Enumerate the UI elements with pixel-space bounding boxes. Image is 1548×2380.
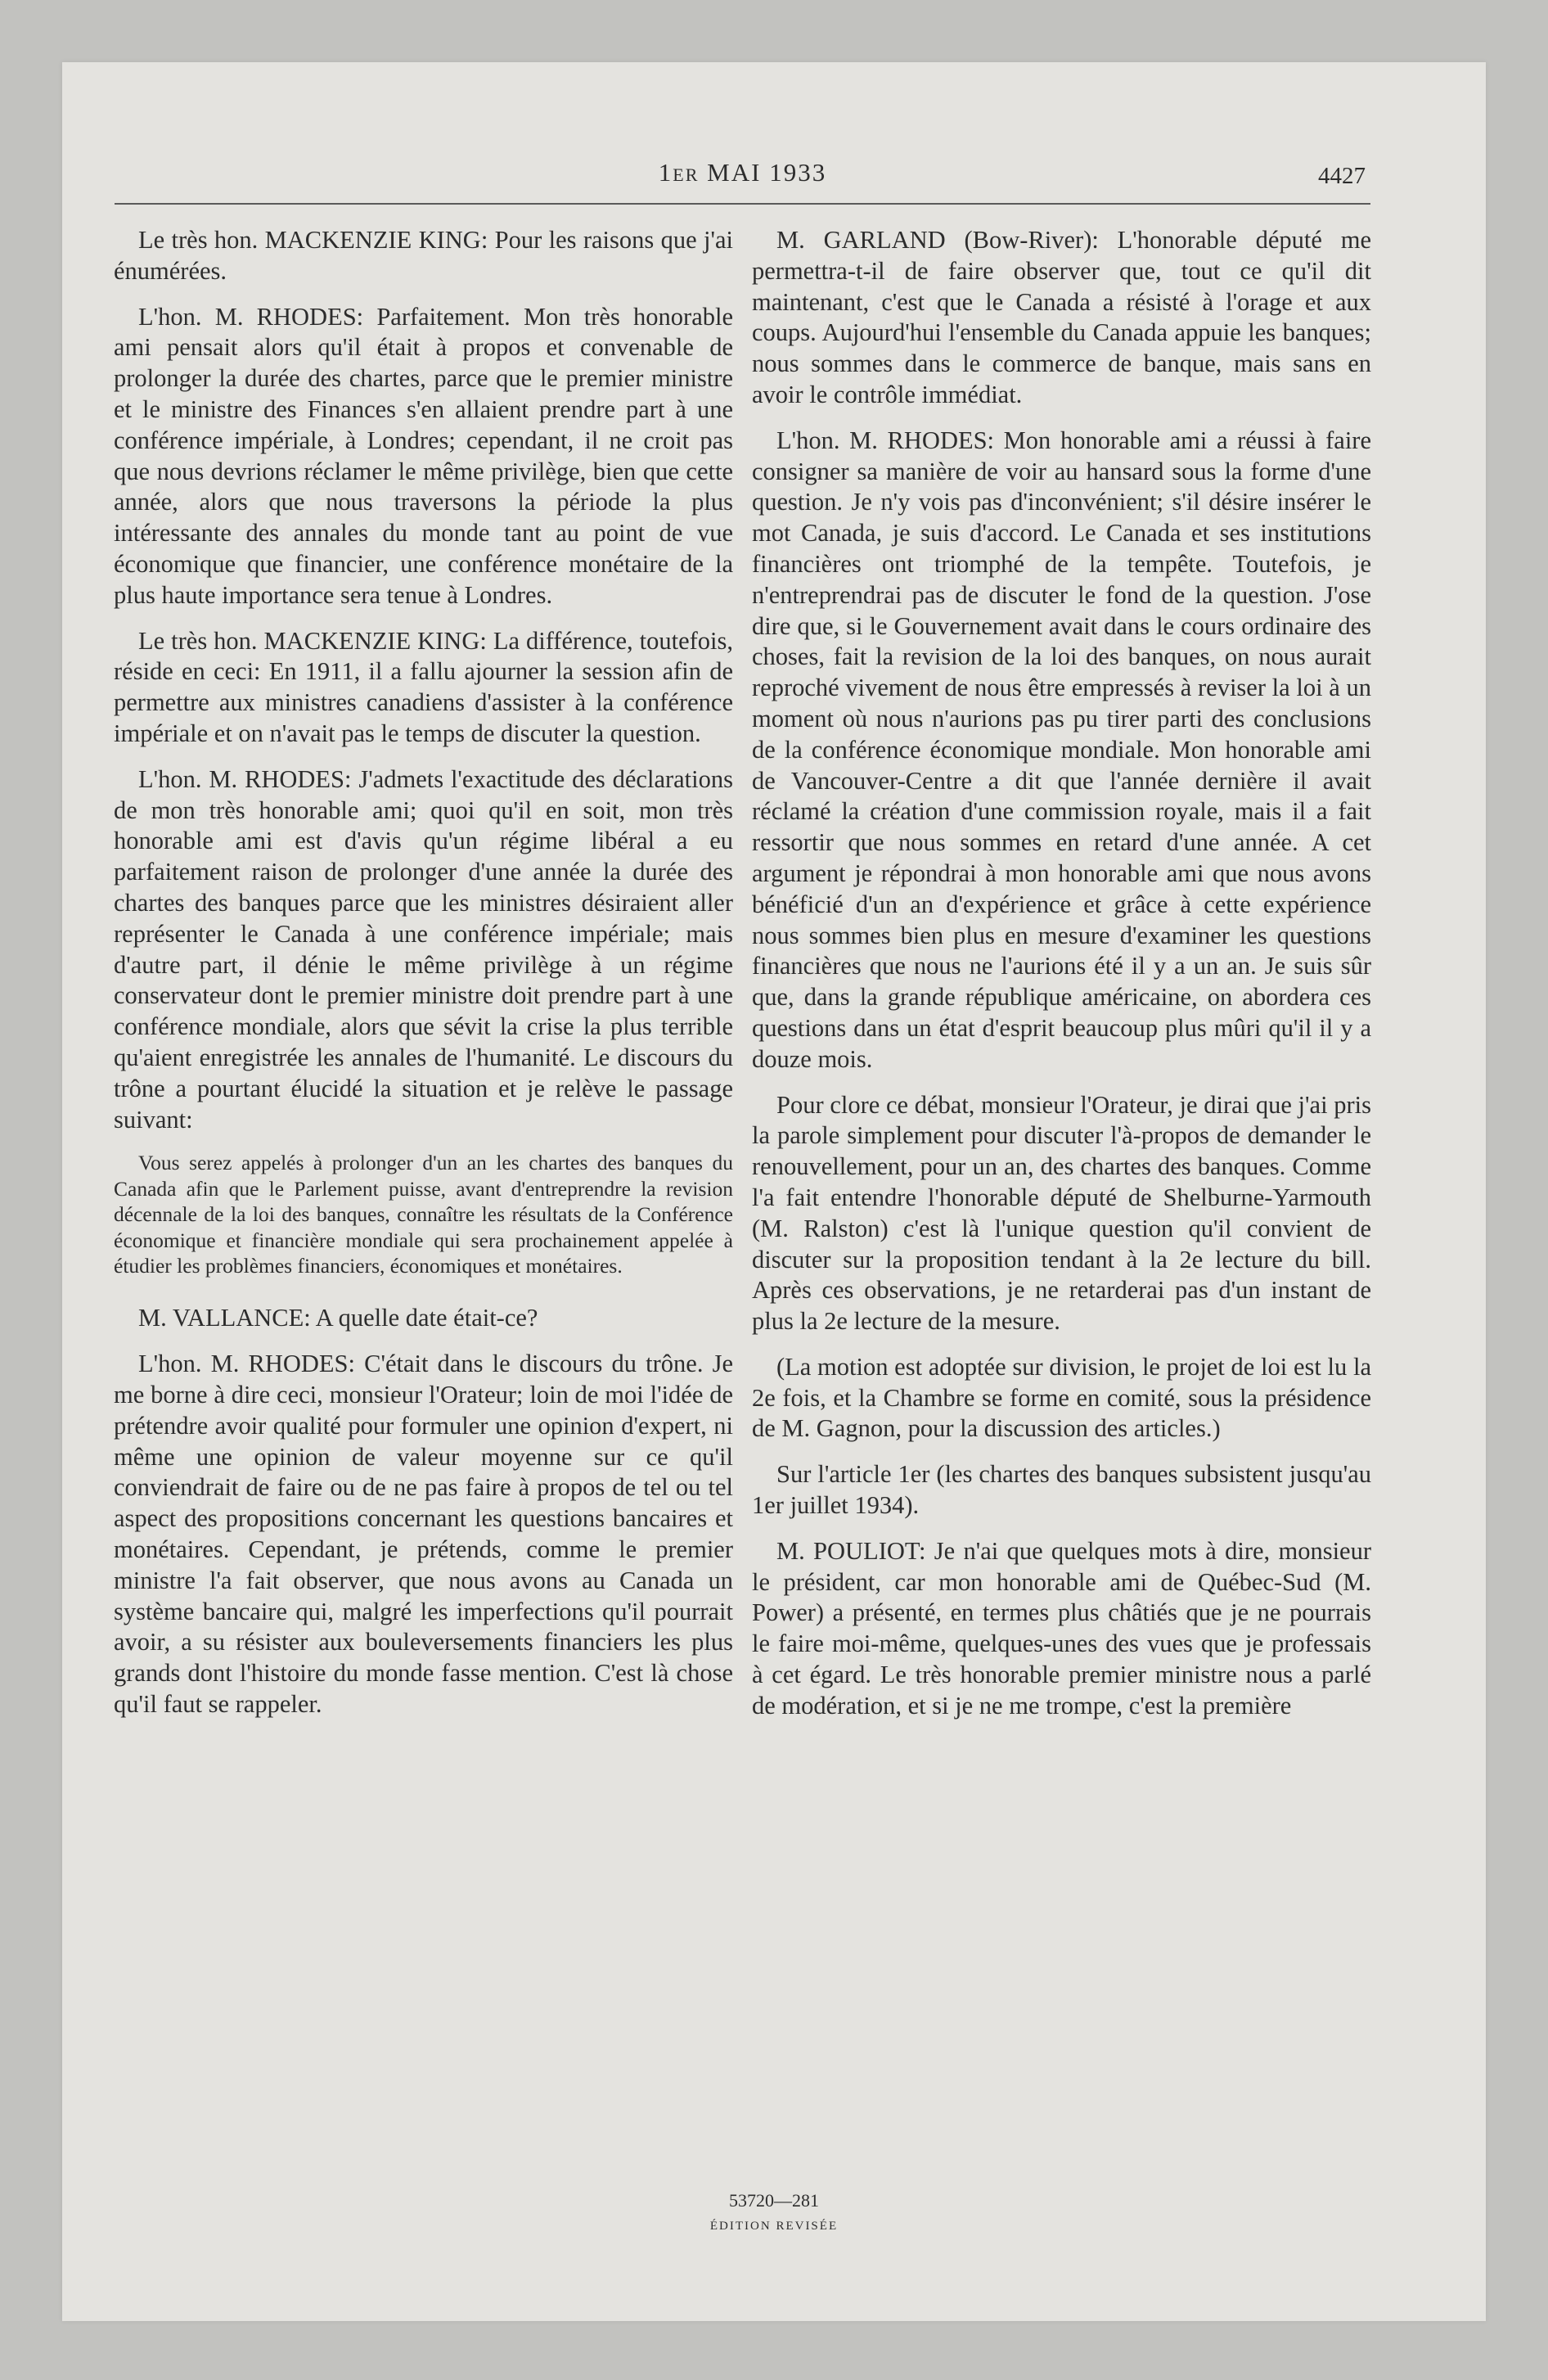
paragraph: (La motion est adoptée sur division, le projet de loi est lu la 2e fois, et la Chambre se forme en comité, sous la présidence de M. Gagnon, pour la discussion des articles.)	[752, 1352, 1371, 1443]
left-column	[114, 225, 733, 1735]
paragraph: Sur l'article 1er (les chartes des banques subsistent jusqu'au 1er juillet 1934).	[752, 1460, 1371, 1520]
header-date	[115, 158, 1370, 187]
date-ordinal: ER	[673, 165, 700, 185]
paragraph: L'hon. M. RHODES: J'admets l'exactitude des déclarations de mon très honorable ami; quoi qu'il en soit, mon très honorable ami est d'avis qu'un régime libéral a eu parfaitement raison de prolonger d'une année la durée des chartes des banques parce que les ministres désiraient aller représenter le Canada à une conférence impériale; mais d'autre part, il dénie le même privilège à un régime conservateur dont le premier ministre doit prendre part à une conférence mondiale, alors que sévit la crise la plus terrible qu'aient enregistrée les annales de l'humanité. Le discours du trône a pourtant élucidé la situation et je relève le passage suivant:	[114, 764, 733, 1134]
page-number: 4427	[1318, 163, 1366, 189]
paragraph: M. VALLANCE: A quelle date était-ce?	[138, 1304, 538, 1332]
footer-edition: ÉDITION REVISÉE	[709, 2220, 839, 2233]
running-header	[115, 94, 1370, 189]
right-column	[752, 225, 1371, 1737]
paragraph: Le très hon. MACKENZIE KING: Pour les raisons que j'ai énumérées.	[114, 226, 733, 285]
date-day: 1	[658, 158, 673, 187]
paragraph: M. GARLAND (Bow-River): L'honorable député me permettra-t-il de faire observer que, tout ce qu'il dit maintenant, c'est que le Canada a résisté à l'orage et aux coups. Aujourd'hui l'ensemble du Canada appuie les banques; nous sommes dans le commerce de banque, mais sans en avoir le contrôle immédiat.	[752, 226, 1371, 408]
footer-code: 53720—281	[729, 2190, 819, 2211]
header-rule	[115, 203, 1370, 205]
paragraph: M. POULIOT: Je n'ai que quelques mots à dire, monsieur le président, car mon honorable ami de Québec-Sud (M. Power) a présenté, en termes plus châtiés que je ne pourrais le faire moi-même, quelques-unes des vues que je professais à cet égard. Le très honorable premier ministre nous a parlé de modération, et si je ne me trompe, c'est la première	[752, 1536, 1371, 1720]
paragraph: Pour clore ce débat, monsieur l'Orateur, je dirai que j'ai pris la parole simplement pour discuter l'à-propos de demander le renouvellement, pour un an, des chartes des banques. Comme l'a fait entendre l'honorable député de Shelburne-Yarmouth (M. Ralston) c'est là l'unique question qu'il convient de discuter sur la proposition tendant à la 2e lecture du bill. Après ces observations, je ne retarderai pas d'un instant de plus la 2e lecture de la mesure.	[752, 1090, 1371, 1336]
throne-speech-quote: Vous serez appelés à prolonger d'un an les chartes des banques du Canada afin que le Parlement puisse, avant d'entreprendre la revision décennale de la loi des banques, connaître les résultats de la Conférence économique et financière mondiale qui sera prochainement appelée à étudier les problèmes financiers, économiques et monétaires.	[114, 1151, 733, 1278]
paragraph: L'hon. M. RHODES: C'était dans le discours du trône. Je me borne à dire ceci, monsieur l'Orateur; loin de moi l'idée de prétendre avoir qualité pour formuler une opinion d'expert, ni même une opinion de valeur moyenne sur ce qu'il conviendrait de faire ou de ne pas faire à propos de tel ou tel aspect des propositions concernant les questions bancaires et monétaires. Cependant, je prétends, comme le premier ministre l'a fait observer, que nous avons au Canada un système bancaire qui, malgré les imperfections qu'il pourrait avoir, a su résister aux bouleversements financiers les plus grands dont l'histoire du monde fasse mention. C'est là chose qu'il faut se rappeler.	[114, 1350, 733, 1718]
paragraph: Le très hon. MACKENZIE KING: La différence, toutefois, réside en ceci: En 1911, il a fallu ajourner la session afin de permettre aux ministres canadiens d'assister à la conférence impériale et on n'avait pas le temps de discuter la question.	[114, 626, 733, 747]
date-month-year: MAI 1933	[699, 158, 827, 187]
paragraph: L'hon. M. RHODES: Mon honorable ami a réussi à faire consigner sa manière de voir au hansard sous la forme d'une question. Je n'y vois pas d'inconvénient; s'il désire insérer le mot Canada, je suis d'accord. Le Canada et ses institutions financières ont triomphé de la tempête. Toutefois, je n'entreprendrai pas de discuter le fond de la question. J'ose dire que, si le Gouvernement avait dans le cours ordinaire des choses, fait la revision de la loi des banques, on nous aurait reproché vivement de nous être empressés à reviser la loi à un moment où nous n'aurions pas pu tirer parti des conclusions de la conférence économique mondiale. Mon honorable ami de Vancouver-Centre a dit que l'année dernière il avait réclamé la création d'une commission royale, mais il a fait ressortir que nous sommes en retard d'une année. A cet argument je répondrai à mon honorable ami que nous avons bénéficié d'un an d'expérience et grâce à cette expérience nous sommes bien plus en mesure d'examiner les questions financières que nous ne l'aurions été il y a un an. Je suis sûr que, dans la grande république américaine, on abordera ces questions dans un état d'esprit beaucoup plus mûri qu'il il y a douze mois.	[752, 426, 1371, 1073]
paragraph: L'hon. M. RHODES: Parfaitement. Mon très honorable ami pensait alors qu'il était à propos et convenable de prolonger la durée des chartes, parce que le premier ministre et le ministre des Finances s'en allaient prendre part à une conférence impériale, à Londres; cependant, il ne croit pas que nous devrions réclamer le même privilège, bien que cette année, alors que nous traversons la période la plus intéressante des annales du monde tant au point de vue économique que financier, une conférence monétaire de la plus haute importance sera tenue à Londres.	[114, 302, 733, 609]
